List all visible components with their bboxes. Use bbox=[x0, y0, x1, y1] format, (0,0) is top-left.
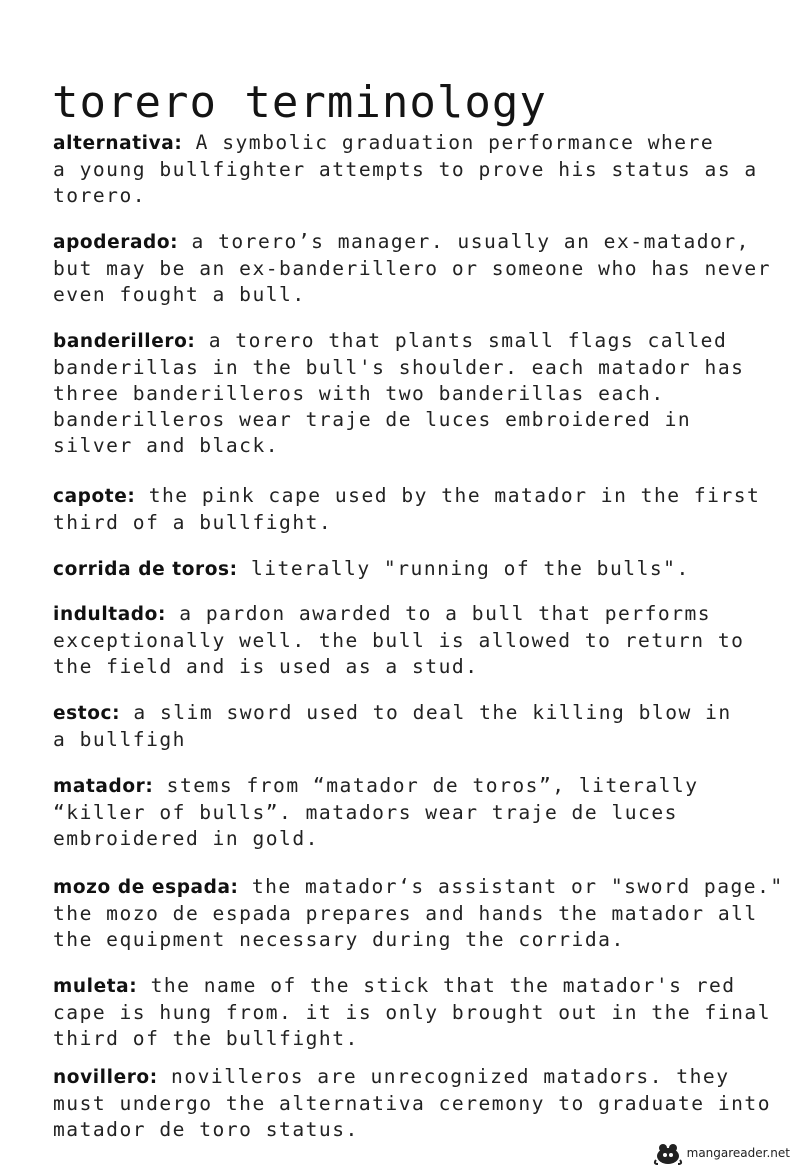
glossary-entry-banderillero bbox=[53, 328, 788, 459]
glossary-entry-alternativa bbox=[53, 130, 788, 209]
glossary-entry-mozo-de-espada bbox=[53, 874, 788, 953]
glossary-entry-apoderado bbox=[53, 229, 788, 308]
glossary-entry-corrida-de-toros bbox=[53, 556, 788, 583]
glossary-definition: a torero that plants small flags called banderillas in the bull's shoulder. each matador has three banderilleros with two banderillas each. banderilleros wear traje de luces embroidered in silver and black. bbox=[53, 329, 745, 457]
glossary-entry-muleta bbox=[53, 973, 788, 1052]
glossary-entry-matador bbox=[53, 773, 788, 852]
glossary-term: capote: bbox=[53, 486, 136, 507]
glossary-definition: the name of the stick that the matador's red cape is hung from. it is only brought out in the final third of the bullfight. bbox=[53, 974, 772, 1050]
page-title: torero terminology bbox=[52, 77, 547, 129]
glossary-definition: the pink cape used by the matador in the first third of a bullfight. bbox=[53, 484, 761, 534]
glossary-definition: a slim sword used to deal the killing blow in a bullfigh bbox=[53, 701, 732, 751]
glossary-term: muleta: bbox=[53, 976, 138, 997]
glossary-entry-estoc bbox=[53, 700, 788, 753]
glossary-definition: the matador‘s assistant or "sword page." the mozo de espada prepares and hands the matador all the equipment necessary during the corrida. bbox=[53, 875, 784, 951]
glossary-definition: a pardon awarded to a bull that performs exceptionally well. the bull is allowed to return to the field and is used as a stud. bbox=[53, 602, 745, 678]
glossary-definition: A symbolic graduation performance where a young bullfighter attempts to prove his status as a torero. bbox=[53, 131, 758, 207]
glossary-entry-indultado bbox=[53, 601, 788, 680]
glossary-entry-novillero bbox=[53, 1064, 788, 1143]
glossary-list bbox=[53, 130, 788, 1143]
glossary-definition: literally "running of the bulls". bbox=[250, 557, 690, 580]
glossary-definition: novilleros are unrecognized matadors. they must undergo the alternativa ceremony to graduate into matador de toro status. bbox=[53, 1065, 772, 1141]
watermark-text: mangareader.net bbox=[686, 1146, 790, 1160]
glossary-entry-capote bbox=[53, 483, 788, 536]
glossary-term: matador: bbox=[53, 776, 154, 797]
glossary-term: alternativa: bbox=[53, 133, 183, 154]
glossary-term: estoc: bbox=[53, 703, 121, 724]
glossary-term: indultado: bbox=[53, 604, 166, 625]
glossary-term: banderillero: bbox=[53, 331, 196, 352]
glossary-term: corrida de toros: bbox=[53, 559, 238, 580]
glossary-definition: stems from “matador de toros”, literally “killer of bulls”. matadors wear traje de luces embroidered in gold. bbox=[53, 774, 699, 850]
mascot-logo-icon bbox=[653, 1140, 683, 1166]
glossary-definition: a torero’s manager. usually an ex-matador, but may be an ex-banderillero or someone who has never even fought a bull. bbox=[53, 230, 772, 306]
glossary-term: novillero: bbox=[53, 1067, 158, 1088]
glossary-term: apoderado: bbox=[53, 232, 179, 253]
site-watermark bbox=[653, 1140, 790, 1166]
glossary-term: mozo de espada: bbox=[53, 877, 239, 898]
